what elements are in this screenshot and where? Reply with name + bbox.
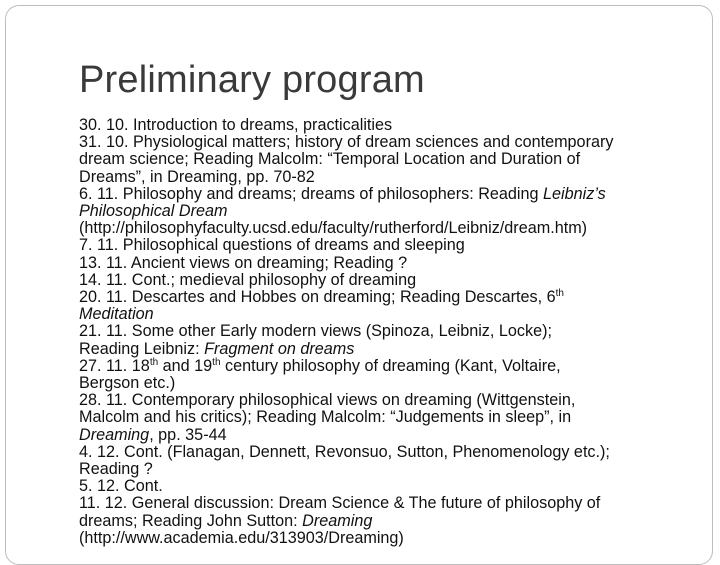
program-line [79, 169, 694, 186]
line-text: dream science; Reading Malcolm: “Temporal Location and Duration of [79, 150, 581, 169]
line-text: 7. 11. Philosophical questions of dreams and sleeping [79, 236, 465, 255]
line-text: 21. 11. Some other Early modern views (Spinoza, Leibniz, Locke); [79, 322, 552, 341]
line-text: Malcolm and his critics); Reading Malcolm: “Judgements in sleep”, in [79, 408, 572, 427]
line-text: and 19 [158, 356, 213, 375]
line-text: 31. 10. Physiological matters; history of dream sciences and contemporary [79, 133, 614, 152]
line-text: 27. 11. 18 [79, 356, 150, 375]
program-line [79, 358, 694, 375]
line-text: 28. 11. Contemporary philosophical views on dreaming (Wittgenstein, [79, 391, 576, 410]
line-italic-text: Dreaming [302, 511, 373, 530]
line-text: Dreams”, in Dreaming, pp. 70-82 [79, 167, 315, 186]
line-text: (http://philosophyfaculty.ucsd.edu/faculty/rutherford/Leibniz/dream.htm) [79, 219, 588, 238]
superscript: th [149, 356, 159, 368]
program-line [79, 272, 694, 289]
line-text: Reading Leibniz: [79, 339, 205, 358]
line-italic-text: Philosophical Dream [79, 202, 228, 221]
superscript: th [555, 288, 564, 300]
line-text: (http://www.academia.edu/313903/Dreaming) [79, 528, 404, 547]
program-line [79, 513, 694, 530]
program-line [79, 530, 694, 547]
line-text: 13. 11. Ancient views on dreaming; Reading ? [79, 253, 408, 272]
program-line [79, 220, 694, 237]
line-italic-text: Meditation [79, 305, 154, 324]
line-text: Reading ? [79, 460, 153, 479]
line-text: 5. 12. Cont. [79, 477, 163, 496]
program-line [79, 151, 694, 168]
line-text: 20. 11. Descartes and Hobbes on dreaming; Reading Descartes, 6 [79, 288, 556, 307]
line-italic-text: Fragment on dreams [204, 339, 355, 358]
line-text: 14. 11. Cont.; medieval philosophy of dreaming [79, 270, 417, 289]
program-line [79, 186, 694, 203]
line-text: dreams; Reading John Sutton: [79, 511, 303, 530]
program-line [79, 495, 694, 512]
program-line [79, 409, 694, 426]
program-line [79, 427, 694, 444]
program-line [79, 444, 694, 461]
line-text: 4. 12. Cont. (Flanagan, Dennett, Revonsuo, Sutton, Phenomenology etc.); [79, 442, 610, 461]
program-line [79, 323, 694, 340]
line-text: Bergson etc.) [79, 374, 176, 393]
program-line [79, 134, 694, 151]
line-italic-text: Dreaming [79, 425, 150, 444]
line-text: , pp. 35-44 [149, 425, 227, 444]
program-line [79, 255, 694, 272]
program-line [79, 461, 694, 478]
program-line [79, 341, 694, 358]
line-italic-text: Leibniz’s [543, 184, 606, 203]
line-text: 30. 10. Introduction to dreams, practicalities [79, 116, 393, 134]
program-line [79, 237, 694, 254]
line-text: 6. 11. Philosophy and dreams; dreams of philosophers: Reading [79, 184, 544, 203]
line-text: 11. 12. General discussion: Dream Science & The future of philosophy of [79, 494, 601, 513]
slide-title: Preliminary program [79, 59, 425, 101]
program-line [79, 375, 694, 392]
program-line [79, 392, 694, 409]
superscript: th [212, 356, 221, 368]
program-line [79, 203, 694, 220]
program-line [79, 289, 694, 306]
program-list [79, 117, 694, 547]
program-line [79, 478, 694, 495]
line-text: century philosophy of dreaming (Kant, Voltaire, [220, 356, 561, 375]
program-line [79, 117, 694, 134]
program-line [79, 306, 694, 323]
